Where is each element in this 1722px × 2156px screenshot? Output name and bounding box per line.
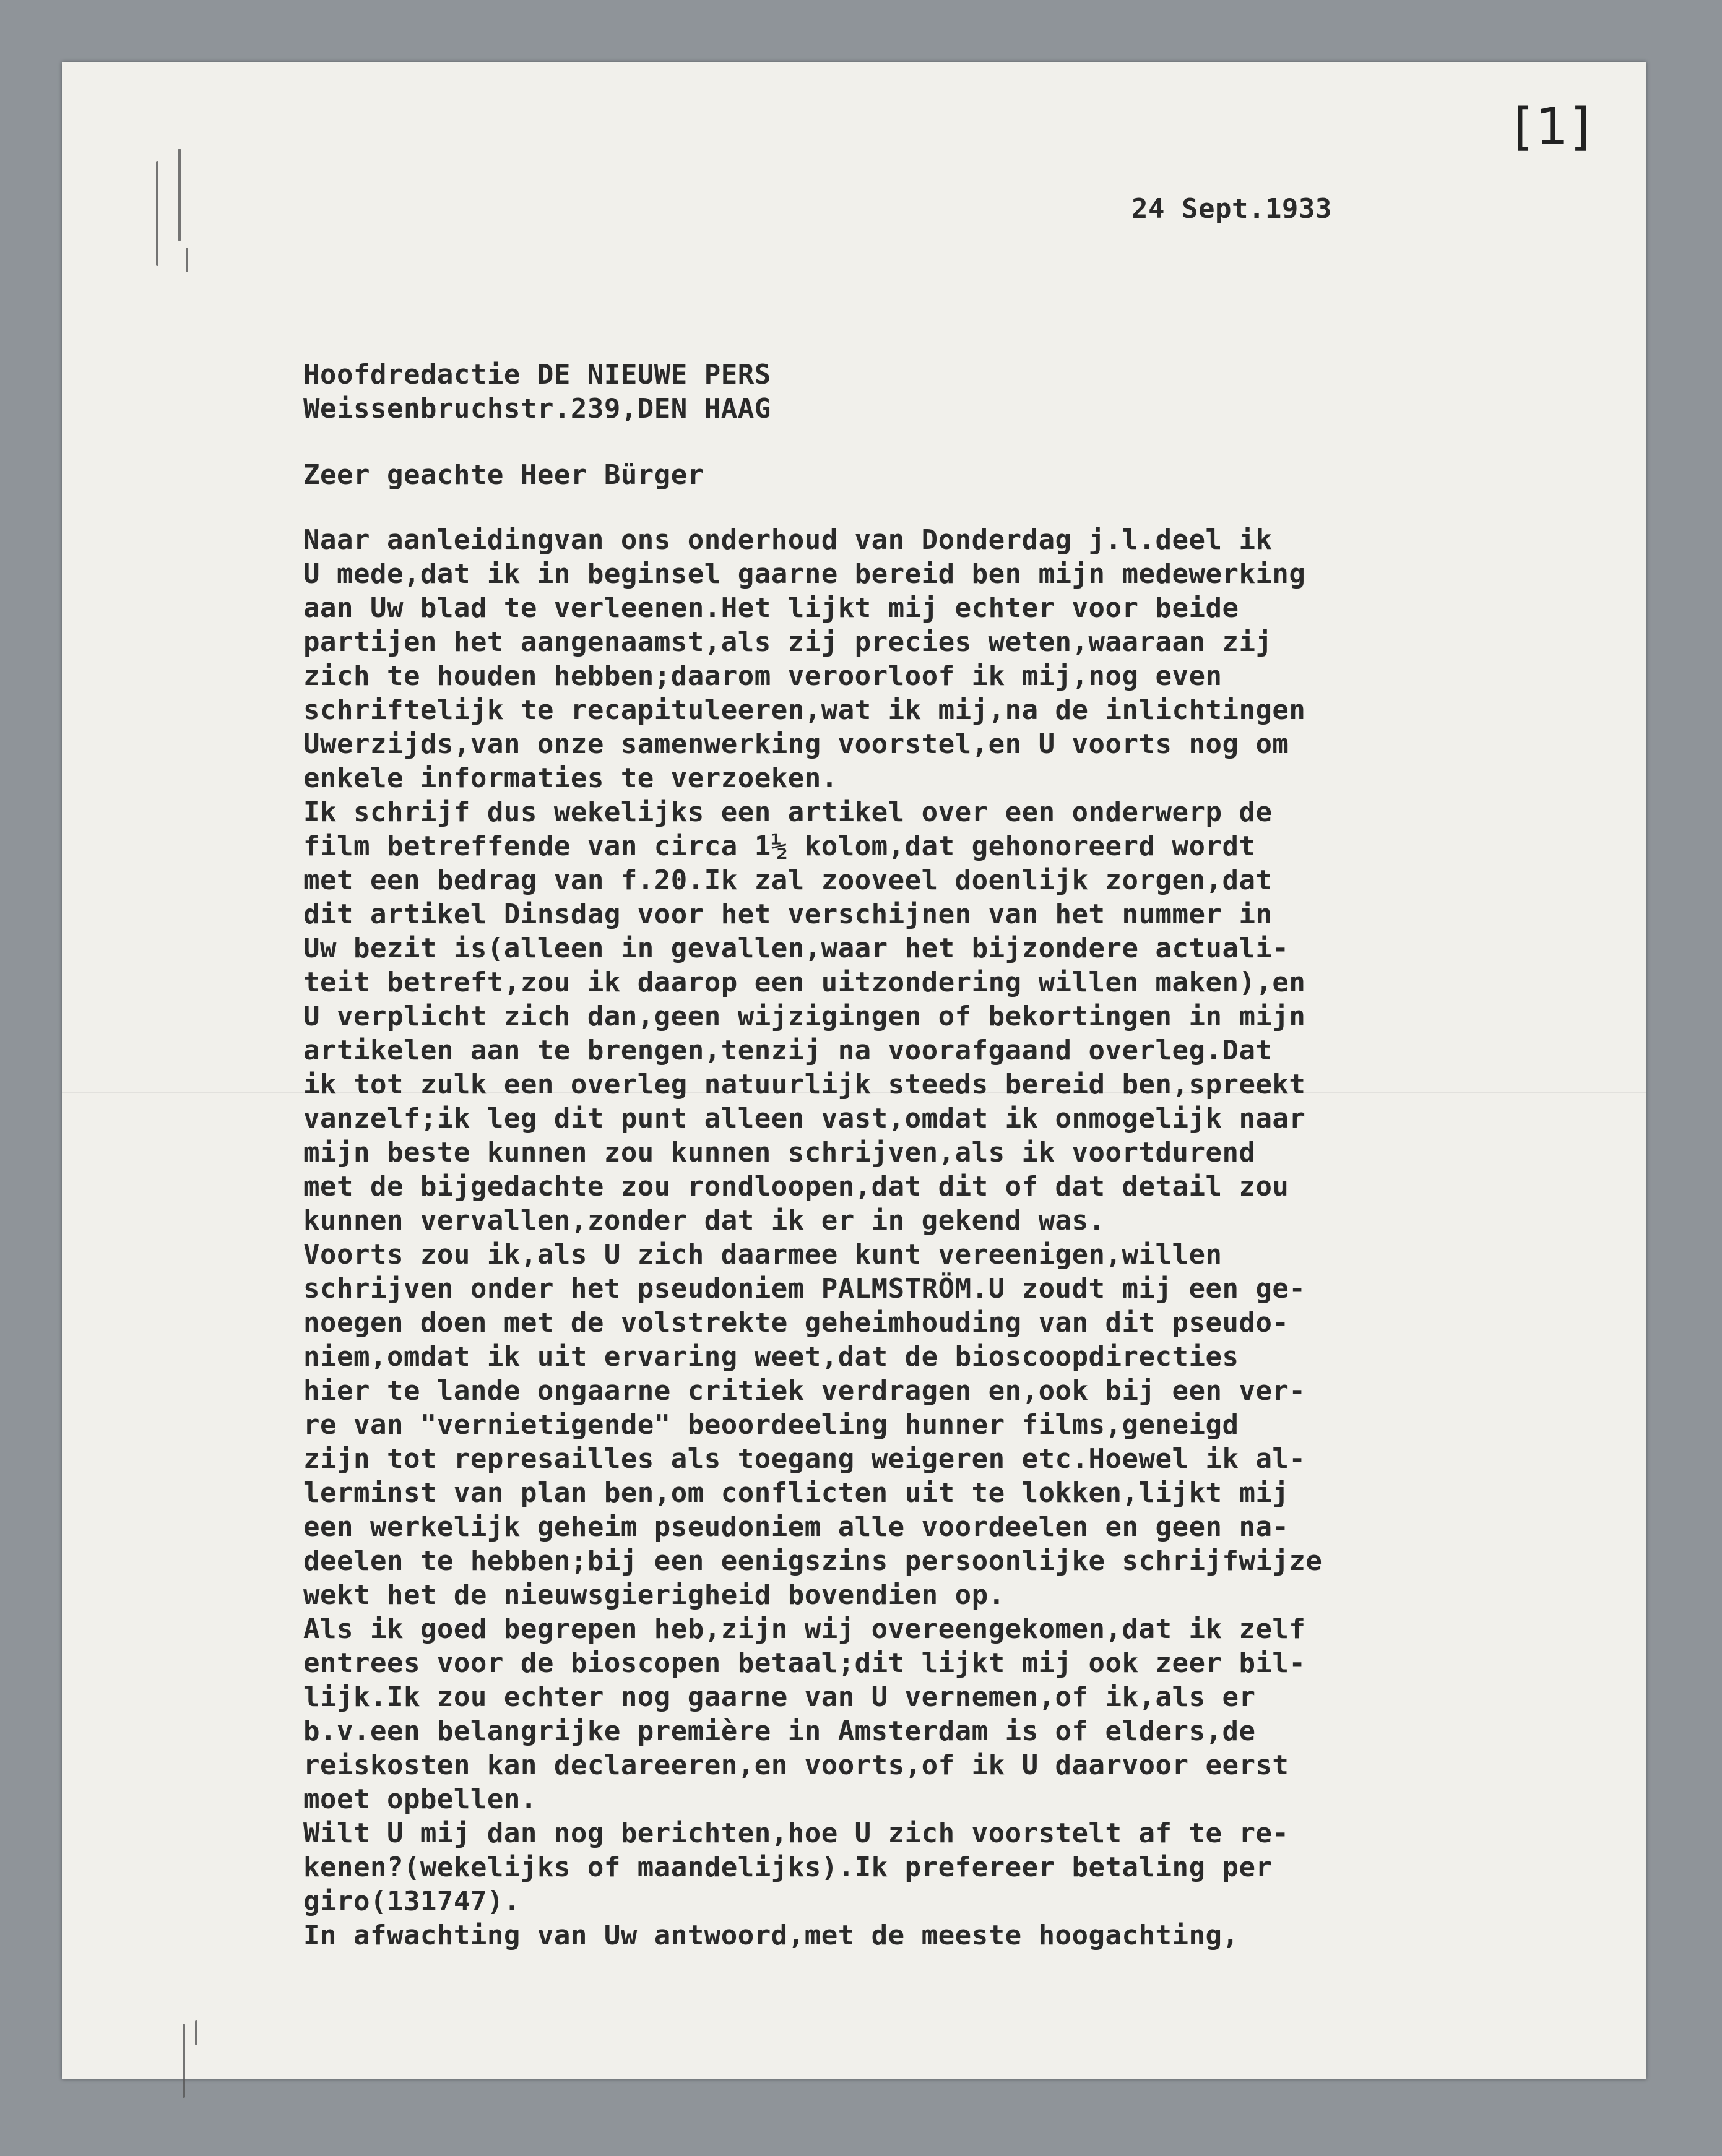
body-line: Uwerzijds,van onze samenwerking voorstel,en U voorts nog om	[303, 728, 1289, 760]
address-line: Hoofdredactie DE NIEUWE PERS	[303, 359, 771, 390]
address-line: Weissenbruchstr.239,DEN HAAG	[303, 393, 771, 425]
body-line: entrees voor de bioscopen betaal;dit lijkt mij ook zeer bil-	[303, 1647, 1306, 1679]
body-line: deelen te hebben;bij een eenigszins persoonlijke schrijfwijze	[303, 1545, 1323, 1577]
body-line: partijen het aangenaamst,als zij precies weten,waaraan zij	[303, 626, 1273, 658]
body-line: zich te houden hebben;daarom veroorloof ik mij,nog even	[303, 660, 1222, 692]
body-line: kenen?(wekelijks of maandelijks).Ik prefereer betaling per	[303, 1852, 1273, 1883]
body-line: niem,omdat ik uit ervaring weet,dat de bioscoopdirecties	[303, 1341, 1239, 1373]
body-line: kunnen vervallen,zonder dat ik er in gekend was.	[303, 1205, 1105, 1236]
body-line: U mede,dat ik in beginsel gaarne bereid ben mijn medewerking	[303, 558, 1306, 590]
body-line: wekt het de nieuwsgierigheid bovendien op.	[303, 1579, 1005, 1611]
body-line: schriftelijk te recapituleeren,wat ik mij,na de inlichtingen	[303, 694, 1306, 726]
margin-mark	[183, 2024, 185, 2098]
body-line: vanzelf;ik leg dit punt alleen vast,omdat ik onmogelijk naar	[303, 1103, 1306, 1134]
letter-date: 24 Sept.1933	[1131, 193, 1332, 225]
margin-mark	[195, 2020, 197, 2045]
body-line: schrijven onder het pseudoniem PALMSTRÖM.U zoudt mij een ge-	[303, 1273, 1306, 1304]
letter-sheet	[62, 62, 1646, 2079]
margin-mark	[156, 161, 158, 266]
body-line: aan Uw blad te verleenen.Het lijkt mij echter voor beide	[303, 592, 1239, 624]
body-line: lijk.Ik zou echter nog gaarne van U vernemen,of ik,als er	[303, 1681, 1256, 1713]
body-line: In afwachting van Uw antwoord,met de meeste hoogachting,	[303, 1920, 1239, 1951]
body-line: Wilt U mij dan nog berichten,hoe U zich voorstelt af te re-	[303, 1818, 1289, 1849]
body-line: met de bijgedachte zou rondloopen,dat dit of dat detail zou	[303, 1171, 1289, 1202]
body-line: U verplicht zich dan,geen wijzigingen of bekortingen in mijn	[303, 1001, 1306, 1032]
body-line: film betreffende van circa 1½ kolom,dat gehonoreerd wordt	[303, 830, 1256, 862]
body-line: noegen doen met de volstrekte geheimhouding van dit pseudo-	[303, 1307, 1289, 1339]
body-line: met een bedrag van f.20.Ik zal zooveel doenlijk zorgen,dat	[303, 865, 1273, 896]
body-line: dit artikel Dinsdag voor het verschijnen van het nummer in	[303, 899, 1273, 930]
body-line: moet opbellen.	[303, 1783, 537, 1815]
body-line: Uw bezit is(alleen in gevallen,waar het bijzondere actuali-	[303, 933, 1289, 964]
letter-body	[303, 523, 1322, 1952]
body-line: artikelen aan te brengen,tenzij na voorafgaand overleg.Dat	[303, 1035, 1273, 1066]
page-number-mark: [1]	[1513, 98, 1593, 157]
margin-mark	[178, 149, 181, 241]
body-line: Als ik goed begrepen heb,zijn wij overeengekomen,dat ik zelf	[303, 1613, 1306, 1645]
body-line: Voorts zou ik,als U zich daarmee kunt vereenigen,willen	[303, 1239, 1222, 1270]
recipient-address	[303, 358, 771, 426]
body-line: teit betreft,zou ik daarop een uitzondering willen maken),en	[303, 967, 1306, 998]
body-line: Naar aanleidingvan ons onderhoud van Donderdag j.l.deel ik	[303, 524, 1273, 556]
salutation: Zeer geachte Heer Bürger	[303, 459, 704, 491]
body-line: re van "vernietigende" beoordeeling hunner films,geneigd	[303, 1409, 1239, 1441]
body-line: een werkelijk geheim pseudoniem alle voordeelen en geen na-	[303, 1511, 1289, 1543]
body-line: hier te lande ongaarne critiek verdragen en,ook bij een ver-	[303, 1375, 1306, 1407]
margin-mark	[186, 248, 188, 272]
body-line: mijn beste kunnen zou kunnen schrijven,als ik voortdurend	[303, 1137, 1256, 1168]
body-line: zijn tot represailles als toegang weigeren etc.Hoewel ik al-	[303, 1443, 1306, 1475]
body-line: ik tot zulk een overleg natuurlijk steeds bereid ben,spreekt	[303, 1069, 1306, 1100]
body-line: lerminst van plan ben,om conflicten uit te lokken,lijkt mij	[303, 1477, 1289, 1509]
body-line: Ik schrijf dus wekelijks een artikel over een onderwerp de	[303, 796, 1273, 828]
body-line: b.v.een belangrijke première in Amsterdam is of elders,de	[303, 1715, 1256, 1747]
body-line: enkele informaties te verzoeken.	[303, 762, 838, 794]
body-line: giro(131747).	[303, 1886, 521, 1917]
body-line: reiskosten kan declareeren,en voorts,of ik U daarvoor eerst	[303, 1749, 1289, 1781]
